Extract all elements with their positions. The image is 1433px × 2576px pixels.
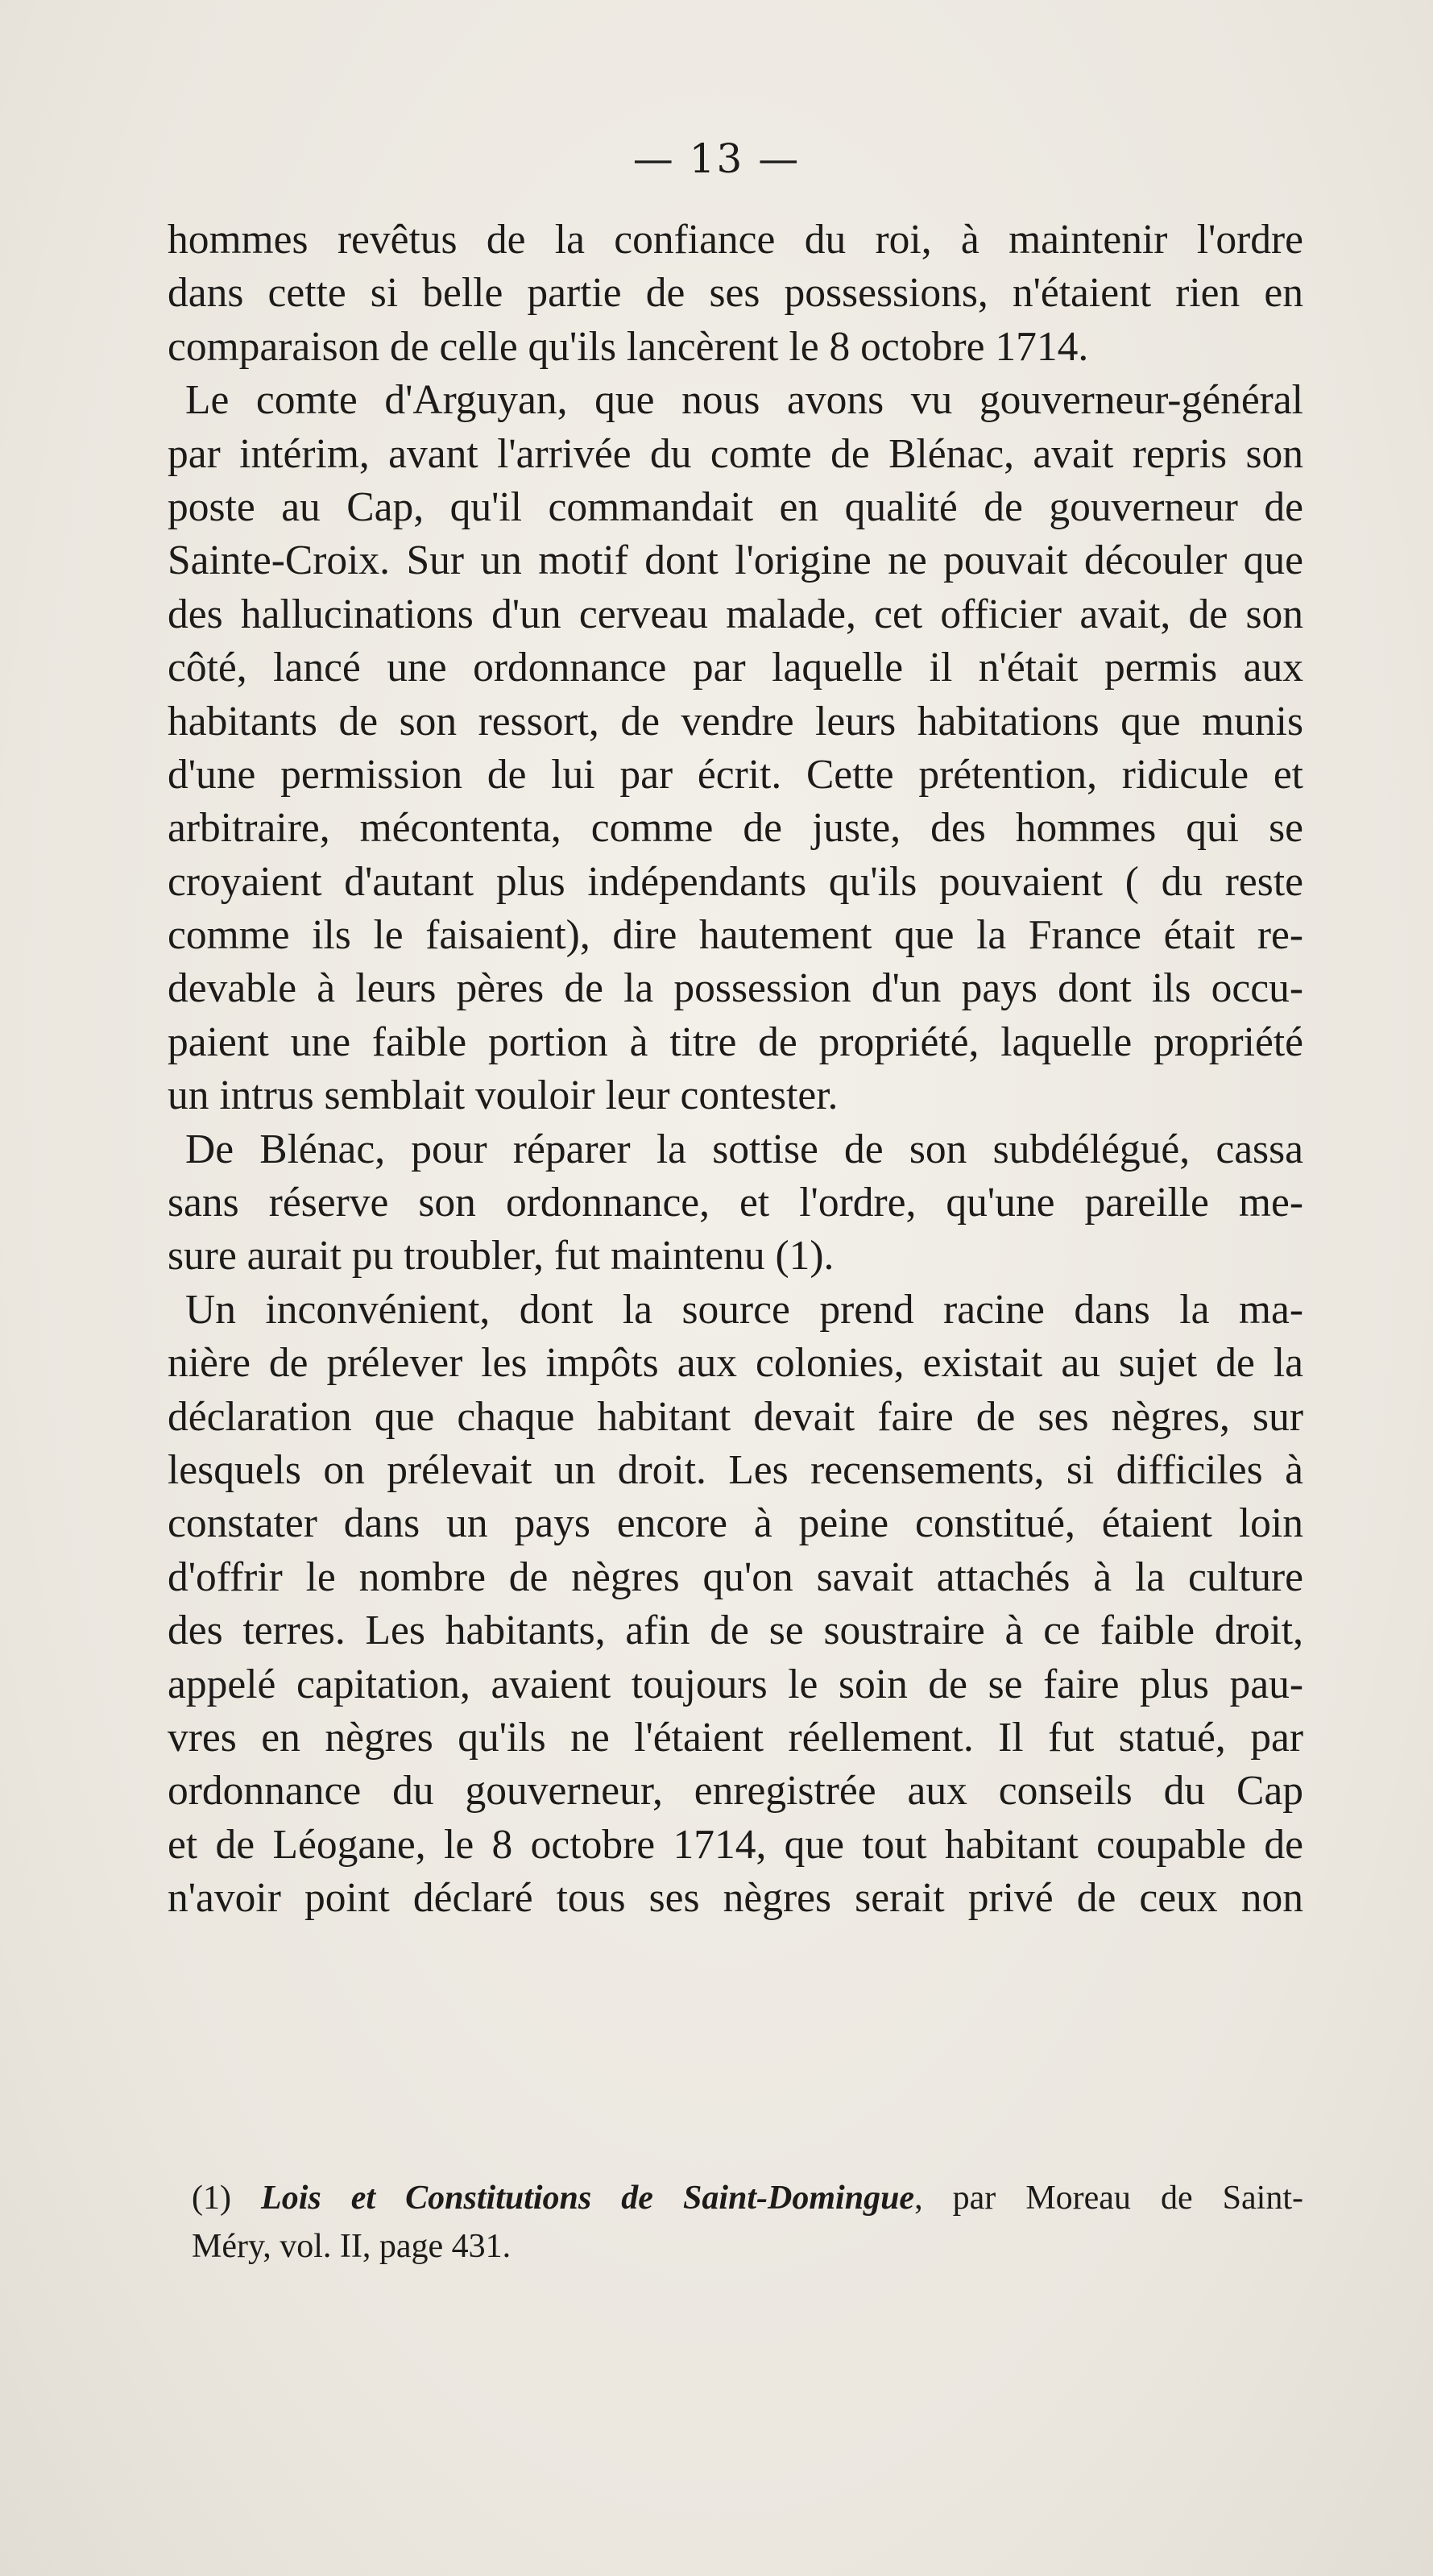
text-line: hommes revêtus de la confiance du roi, à maintenir l'ordre bbox=[168, 217, 1303, 263]
text-line: Un inconvénient, dont la source prend racine dans la ma- bbox=[185, 1286, 1303, 1333]
text-line: Le comte d'Arguyan, que nous avons vu gouverneur-général bbox=[185, 377, 1303, 424]
footnote-source-author: , par Moreau de Saint- bbox=[914, 2180, 1304, 2217]
text-line: un intrus semblait vouloir leur contester. bbox=[168, 1072, 839, 1119]
text-line: des terres. Les habitants, afin de se soustraire à ce faible droit, bbox=[168, 1607, 1303, 1654]
text-line: n'avoir point déclaré tous ses nègres serait privé de ceux non bbox=[168, 1875, 1303, 1922]
text-line: sure aurait pu troubler, fut maintenu (1). bbox=[168, 1233, 835, 1280]
footnote-line-1 bbox=[192, 2174, 1303, 2222]
footnote-marker: (1) bbox=[192, 2180, 231, 2217]
text-line: nière de prélever les impôts aux colonies, existait au sujet de la bbox=[168, 1340, 1303, 1387]
footnote bbox=[192, 2174, 1303, 2271]
text-line: appelé capitation, avaient toujours le soin de se faire plus pau- bbox=[168, 1661, 1303, 1707]
page-number: — 13 — bbox=[632, 135, 801, 182]
text-line: des hallucinations d'un cerveau malade, cet officier avait, de son bbox=[168, 591, 1303, 637]
text-line: poste au Cap, qu'il commandait en qualité de gouverneur de bbox=[168, 483, 1303, 530]
text-line: par intérim, avant l'arrivée du comte de Blénac, avait repris son bbox=[168, 430, 1303, 477]
text-line: et de Léogane, le 8 octobre 1714, que tout habitant coupable de bbox=[168, 1821, 1303, 1868]
text-line: Sainte-Croix. Sur un motif dont l'origine ne pouvait découler que bbox=[168, 537, 1303, 584]
text-line: comparaison de celle qu'ils lancèrent le 8 octobre 1714. bbox=[168, 323, 1089, 370]
footnote-line-2: Méry, vol. II, page 431. bbox=[192, 2228, 511, 2265]
text-line: d'offrir le nombre de nègres qu'on savait attachés à la culture bbox=[168, 1553, 1303, 1600]
text-line: croyaient d'autant plus indépendants qu'ils pouvaient ( du reste bbox=[168, 858, 1303, 905]
text-line: paient une faible portion à titre de propriété, laquelle propriété bbox=[168, 1018, 1303, 1065]
body-text bbox=[168, 214, 1303, 1926]
text-line: ordonnance du gouverneur, enregistrée aux conseils du Cap bbox=[168, 1768, 1303, 1815]
text-line: vres en nègres qu'ils ne l'étaient réellement. Il fut statué, par bbox=[168, 1714, 1303, 1761]
text-line: devable à leurs pères de la possession d'un pays dont ils occu- bbox=[168, 965, 1303, 1012]
text-line: constater dans un pays encore à peine constitué, étaient loin bbox=[168, 1500, 1303, 1547]
text-line: côté, lancé une ordonnance par laquelle il n'était permis aux bbox=[168, 645, 1303, 691]
footnote-source-title: Lois et Constitutions de Saint-Domingue bbox=[261, 2180, 915, 2217]
text-line: arbitraire, mécontenta, comme de juste, des hommes qui se bbox=[168, 805, 1303, 852]
text-line: d'une permission de lui par écrit. Cette prétention, ridicule et bbox=[168, 751, 1303, 798]
text-line: De Blénac, pour réparer la sottise de son subdélégué, cassa bbox=[185, 1126, 1303, 1172]
text-line: déclaration que chaque habitant devait faire de ses nègres, sur bbox=[168, 1393, 1303, 1440]
text-line: lesquels on prélevait un droit. Les recensements, si difficiles à bbox=[168, 1446, 1303, 1493]
text-line: habitants de son ressort, de vendre leurs habitations que munis bbox=[168, 698, 1303, 745]
text-line: sans réserve son ordonnance, et l'ordre, qu'une pareille me- bbox=[168, 1180, 1303, 1226]
text-line: comme ils le faisaient), dire hautement que la France était re- bbox=[168, 912, 1303, 959]
text-line: dans cette si belle partie de ses possessions, n'étaient rien en bbox=[168, 270, 1303, 317]
